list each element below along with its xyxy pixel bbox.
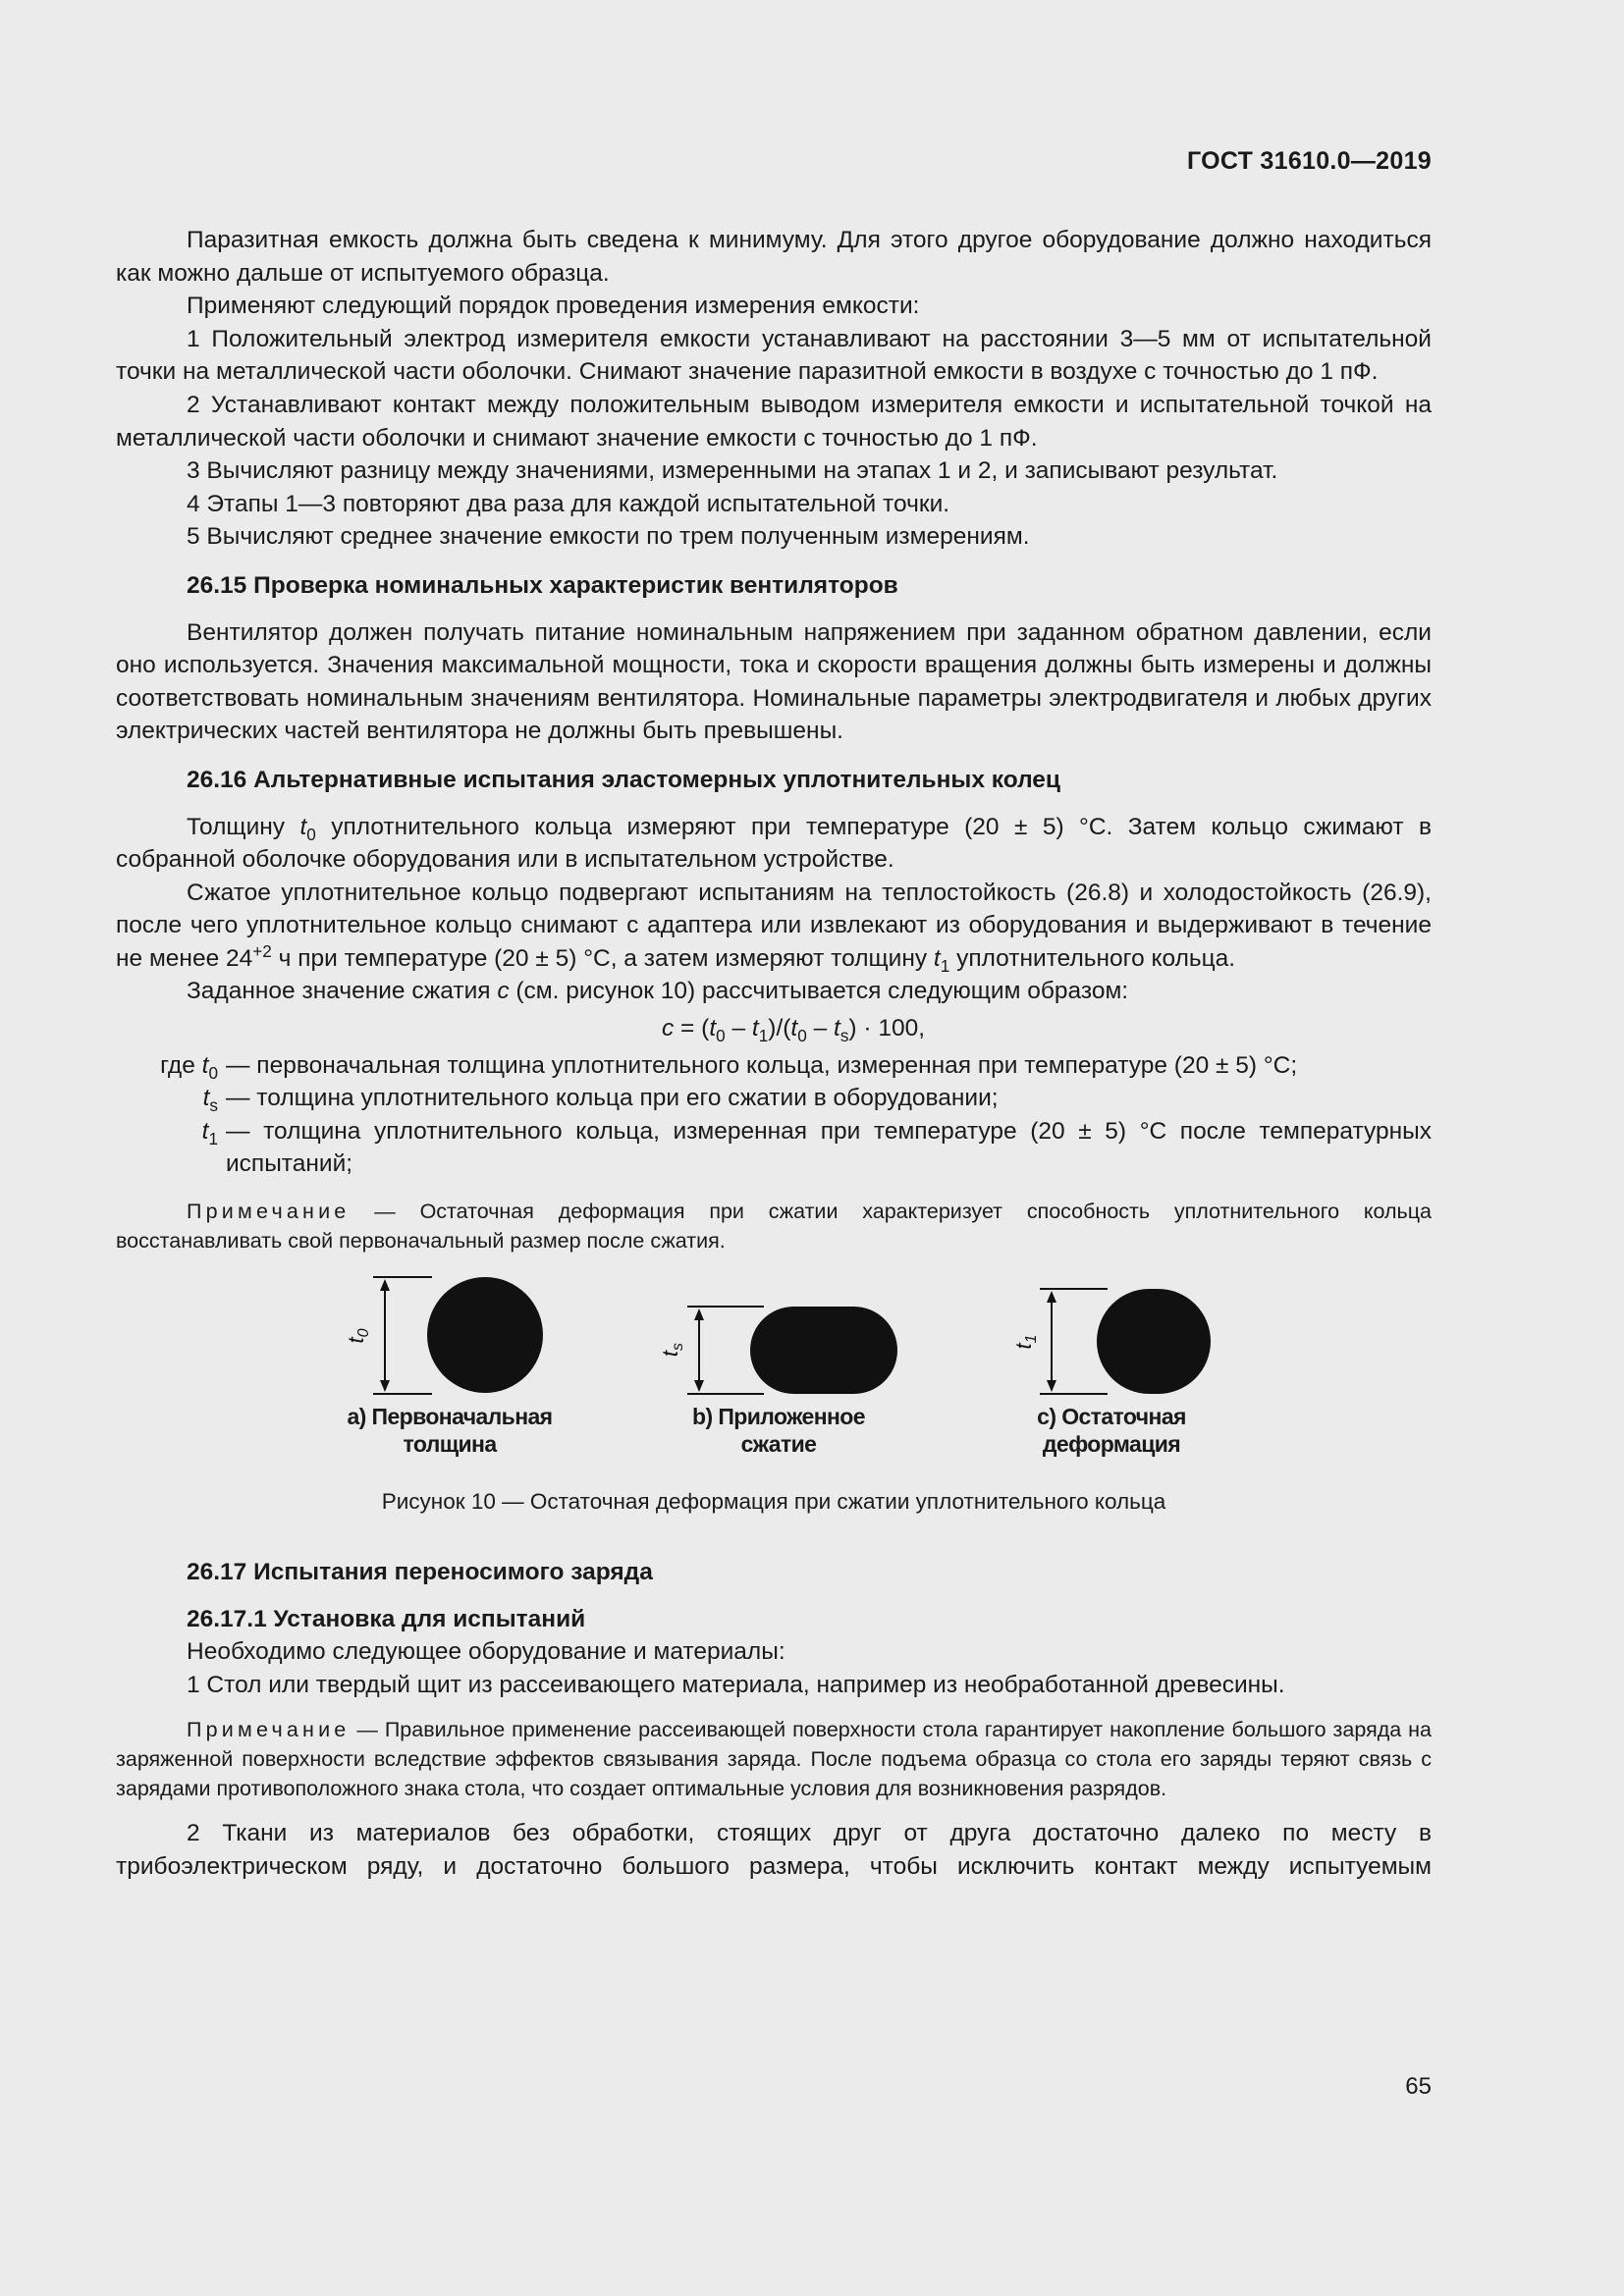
- subsection-heading: 26.17.1 Установка для испытаний: [187, 1605, 586, 1632]
- paragraph: Необходимо следующее оборудование и материалы:: [187, 1638, 785, 1666]
- list-item: 1 Положительный электрод измерителя емкости устанавливают на расстоянии 3—5 мм от испытательной точки на металлической части оболочки. Снимают значение паразитной емкости в воздухе с точностью до 1 пФ.: [116, 325, 1432, 386]
- section-heading: 26.15 Проверка номинальных характеристик вентиляторов: [187, 571, 898, 599]
- paragraph: 2 Ткани из материалов без обработки, стоящих друг от друга достаточно далеко по месту в трибоэлектрическом ряду, и достаточно большого размера, чтобы исключить контакт между испытуемым: [116, 1820, 1432, 1880]
- section-heading: 26.16 Альтернативные испытания эластомерных уплотнительных колец: [187, 766, 1060, 793]
- note: Примечание — Правильное применение рассеивающей поверхности стола гарантирует накопление большого заряда на заряженной поверхности вследствие эффектов связывания заряда. После подъема образца со стола его заряды теряют связь с зарядами противоположного знака стола, что создает оптимальные условия для возникновения разрядов.: [116, 1718, 1432, 1801]
- caption-b: b) Приложенное сжатие: [692, 1404, 865, 1458]
- document-header: ГОСТ 31610.0—2019: [1186, 147, 1432, 175]
- section-heading: 26.17 Испытания переносимого заряда: [187, 1559, 653, 1586]
- paragraph: Сжатое уплотнительное кольцо подвергают испытаниям на теплостойкость (26.8) и холодостойкость (26.9), после чего уплотнительное кольцо снимают с адаптера или извлекают из оборудования и выдерживают в течение не менее $24^{+2}$ ч при температуре (20 ± 5) °С, а затем измеряют толщину $t_1$ уплотнительного кольца.: [116, 879, 1432, 976]
- ring-residual: [1040, 1289, 1211, 1394]
- list-item: 4 Этапы 1—3 повторяют два раза для каждой испытательной точки.: [187, 490, 950, 517]
- paragraph: Заданное значение сжатия c (см. рисунок 10) рассчитывается следующим образом:: [187, 978, 1129, 1005]
- ring-compressed: [687, 1307, 897, 1394]
- page-number: 65: [1405, 2073, 1432, 2100]
- formula: $c = (t_0 - t_1)/(t_0 - t_s) \cdot 100$,: [661, 1015, 926, 1045]
- figure-caption: Рисунок 10 — Остаточная деформация при сжатии уплотнительного кольца: [381, 1489, 1166, 1515]
- ring-initial: [373, 1277, 543, 1394]
- svg-text:t1: $t_1$: [1011, 1334, 1040, 1350]
- legend-item: $t_s$ — толщина уплотнительного кольца при его сжатии в оборудовании;: [202, 1085, 999, 1116]
- document-body: [116, 224, 1432, 1884]
- paragraph: Толщину $t_0$ уплотнительного кольца измеряют при температуре (20 ± 5) °С. Затем кольцо сжимают в собранной оболочке оборудования или в испытательном устройстве.: [116, 813, 1432, 874]
- note: Примечание — Остаточная деформация при сжатии характеризует способность уплотнительного кольца восстанавливать свой первоначальный размер после сжатия.: [116, 1200, 1432, 1254]
- paragraph: Вентилятор должен получать питание номинальным напряжением при заданном обратном давлении, если оно используется. Значения максимальной мощности, тока и скорости вращения должны быть измерены и должны соответствовать номинальным значениям вентилятора. Номинальные параметры электродвигателя и любых других электрических частей вентилятора не должны быть превышены.: [116, 618, 1432, 745]
- list-item: 3 Вычисляют разницу между значениями, измеренными на этапах 1 и 2, и записывают результат.: [187, 457, 1278, 485]
- svg-text:ts: $t_s$: [658, 1342, 686, 1358]
- caption-a: a) Первоначальная толщина: [347, 1404, 553, 1458]
- list-item: 2 Устанавливают контакт между положительным выводом измерителя емкости и испытательной точкой на металлической части оболочки и снимают значение емкости с точностью до 1 пФ.: [116, 391, 1432, 452]
- paragraph: Паразитная емкость должна быть сведена к минимуму. Для этого другое оборудование должно находиться как можно дальше от испытуемого образца.: [116, 227, 1432, 287]
- legend-item: где $t_0$ — первоначальная толщина уплотнительного кольца, измеренная при температуре (20 ± 5) °С;: [160, 1051, 1298, 1083]
- svg-text:t0: $t_0$: [344, 1328, 372, 1344]
- figure-10: [116, 1269, 1432, 1517]
- list-item: 5 Вычисляют среднее значение емкости по трем полученным измерениям.: [187, 523, 1030, 551]
- paragraph: Применяют следующий порядок проведения измерения емкости:: [187, 293, 920, 320]
- document-page: [116, 0, 1432, 2296]
- legend-item: $t_1$ — толщина уплотнительного кольца, измеренная при температуре (20 ± 5) °С после температурных испытаний;: [201, 1117, 1432, 1178]
- list-item: 1 Стол или твердый щит из рассеивающего материала, например из необработанной древесины.: [187, 1671, 1285, 1698]
- caption-c: c) Остаточная деформация: [1037, 1404, 1186, 1458]
